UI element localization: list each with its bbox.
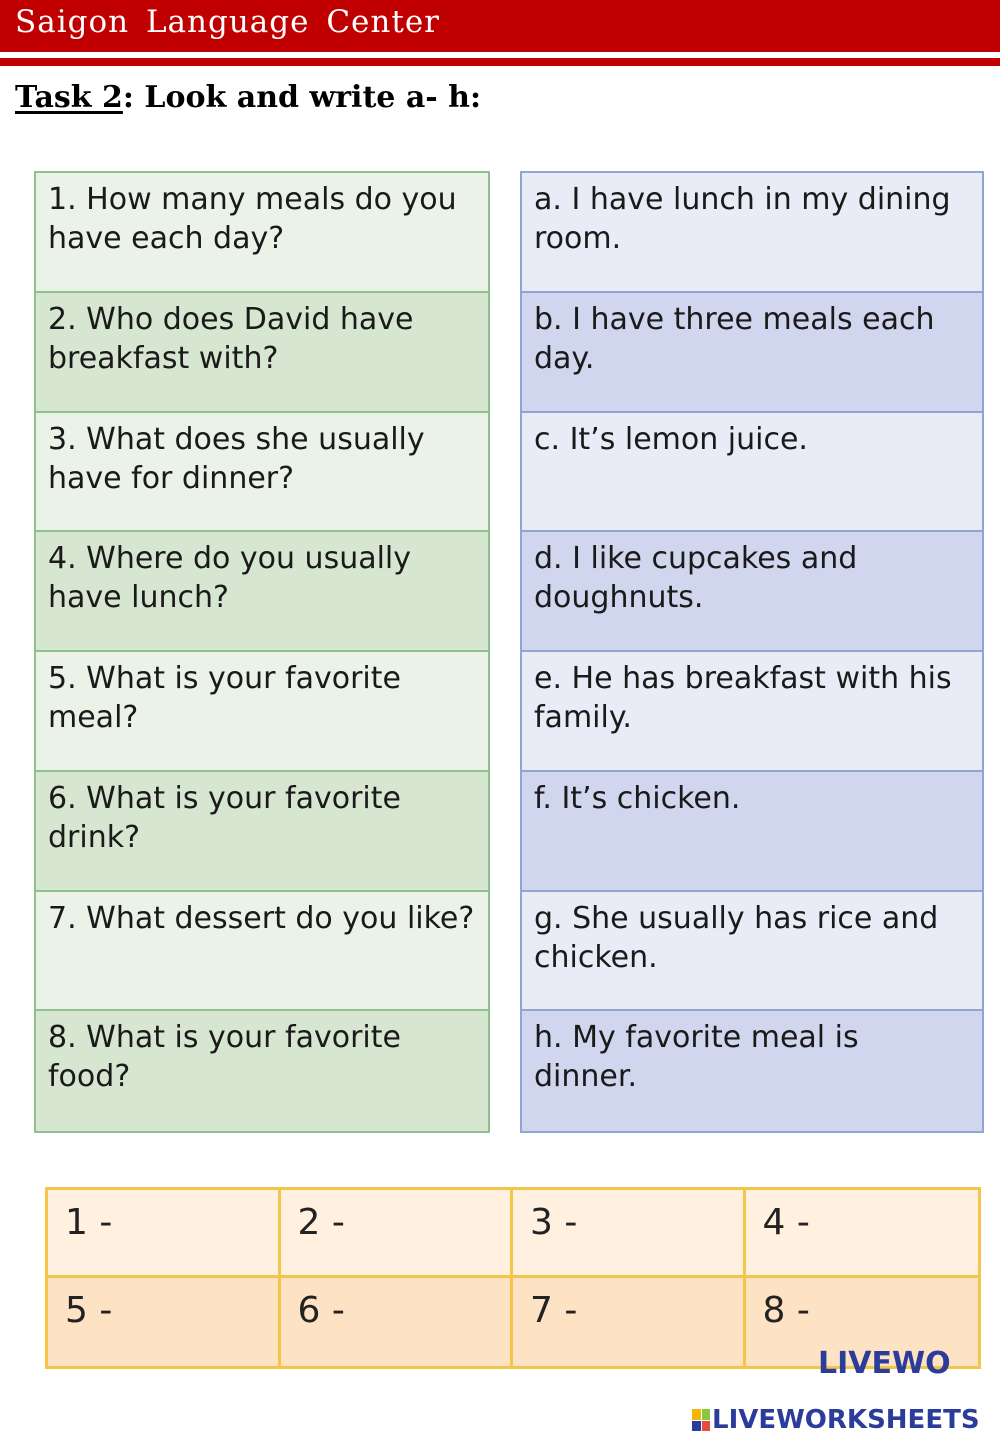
answer-item: e. He has breakfast with his family. <box>522 652 982 772</box>
task-label: Task 2 <box>15 80 123 115</box>
answer-slot-5[interactable]: 5 - <box>48 1278 281 1366</box>
logo-text: LIVEWORKSHEETS <box>712 1405 980 1435</box>
answer-item: f. It’s chicken. <box>522 772 982 892</box>
watermark-partial <box>818 1346 1000 1381</box>
questions-column <box>34 171 490 1133</box>
question-item: 1. How many meals do you have each day? <box>36 173 488 293</box>
question-item: 6. What is your favorite drink? <box>36 772 488 892</box>
answer-slot-2[interactable]: 2 - <box>281 1190 514 1278</box>
answer-slot-1[interactable]: 1 - <box>48 1190 281 1278</box>
question-item: 4. Where do you usually have lunch? <box>36 532 488 652</box>
answer-slot-6[interactable]: 6 - <box>281 1278 514 1366</box>
task-heading <box>15 80 481 115</box>
question-item: 2. Who does David have breakfast with? <box>36 293 488 413</box>
answer-slot-3[interactable]: 3 - <box>513 1190 746 1278</box>
answers-column <box>520 171 984 1133</box>
watermark-partial-text: LIVEWO <box>818 1346 951 1381</box>
answer-item: d. I like cupcakes and doughnuts. <box>522 532 982 652</box>
question-item: 7. What dessert do you like? <box>36 892 488 1012</box>
header-rule <box>0 58 1000 66</box>
answer-slot-8[interactable]: 8 - <box>746 1278 979 1366</box>
task-instruction: : Look and write a- h: <box>122 80 482 115</box>
liveworksheets-logo[interactable] <box>692 1402 980 1438</box>
answer-item: a. I have lunch in my dining room. <box>522 173 982 293</box>
question-item: 3. What does she usually have for dinner? <box>36 413 488 533</box>
answer-slot-4[interactable]: 4 - <box>746 1190 979 1278</box>
answer-grid <box>45 1187 981 1369</box>
question-item: 5. What is your favorite meal? <box>36 652 488 772</box>
answer-slot-7[interactable]: 7 - <box>513 1278 746 1366</box>
question-item: 8. What is your favorite food? <box>36 1011 488 1131</box>
answer-item: c. It’s lemon juice. <box>522 413 982 533</box>
answer-item: h. My favorite meal is dinner. <box>522 1011 982 1131</box>
liveworksheets-logo-icon <box>692 1409 710 1431</box>
answer-item: b. I have three meals each day. <box>522 293 982 413</box>
header-banner <box>0 0 1000 52</box>
answer-item: g. She usually has rice and chicken. <box>522 892 982 1012</box>
header-title: Saigon Language Center <box>15 4 440 40</box>
